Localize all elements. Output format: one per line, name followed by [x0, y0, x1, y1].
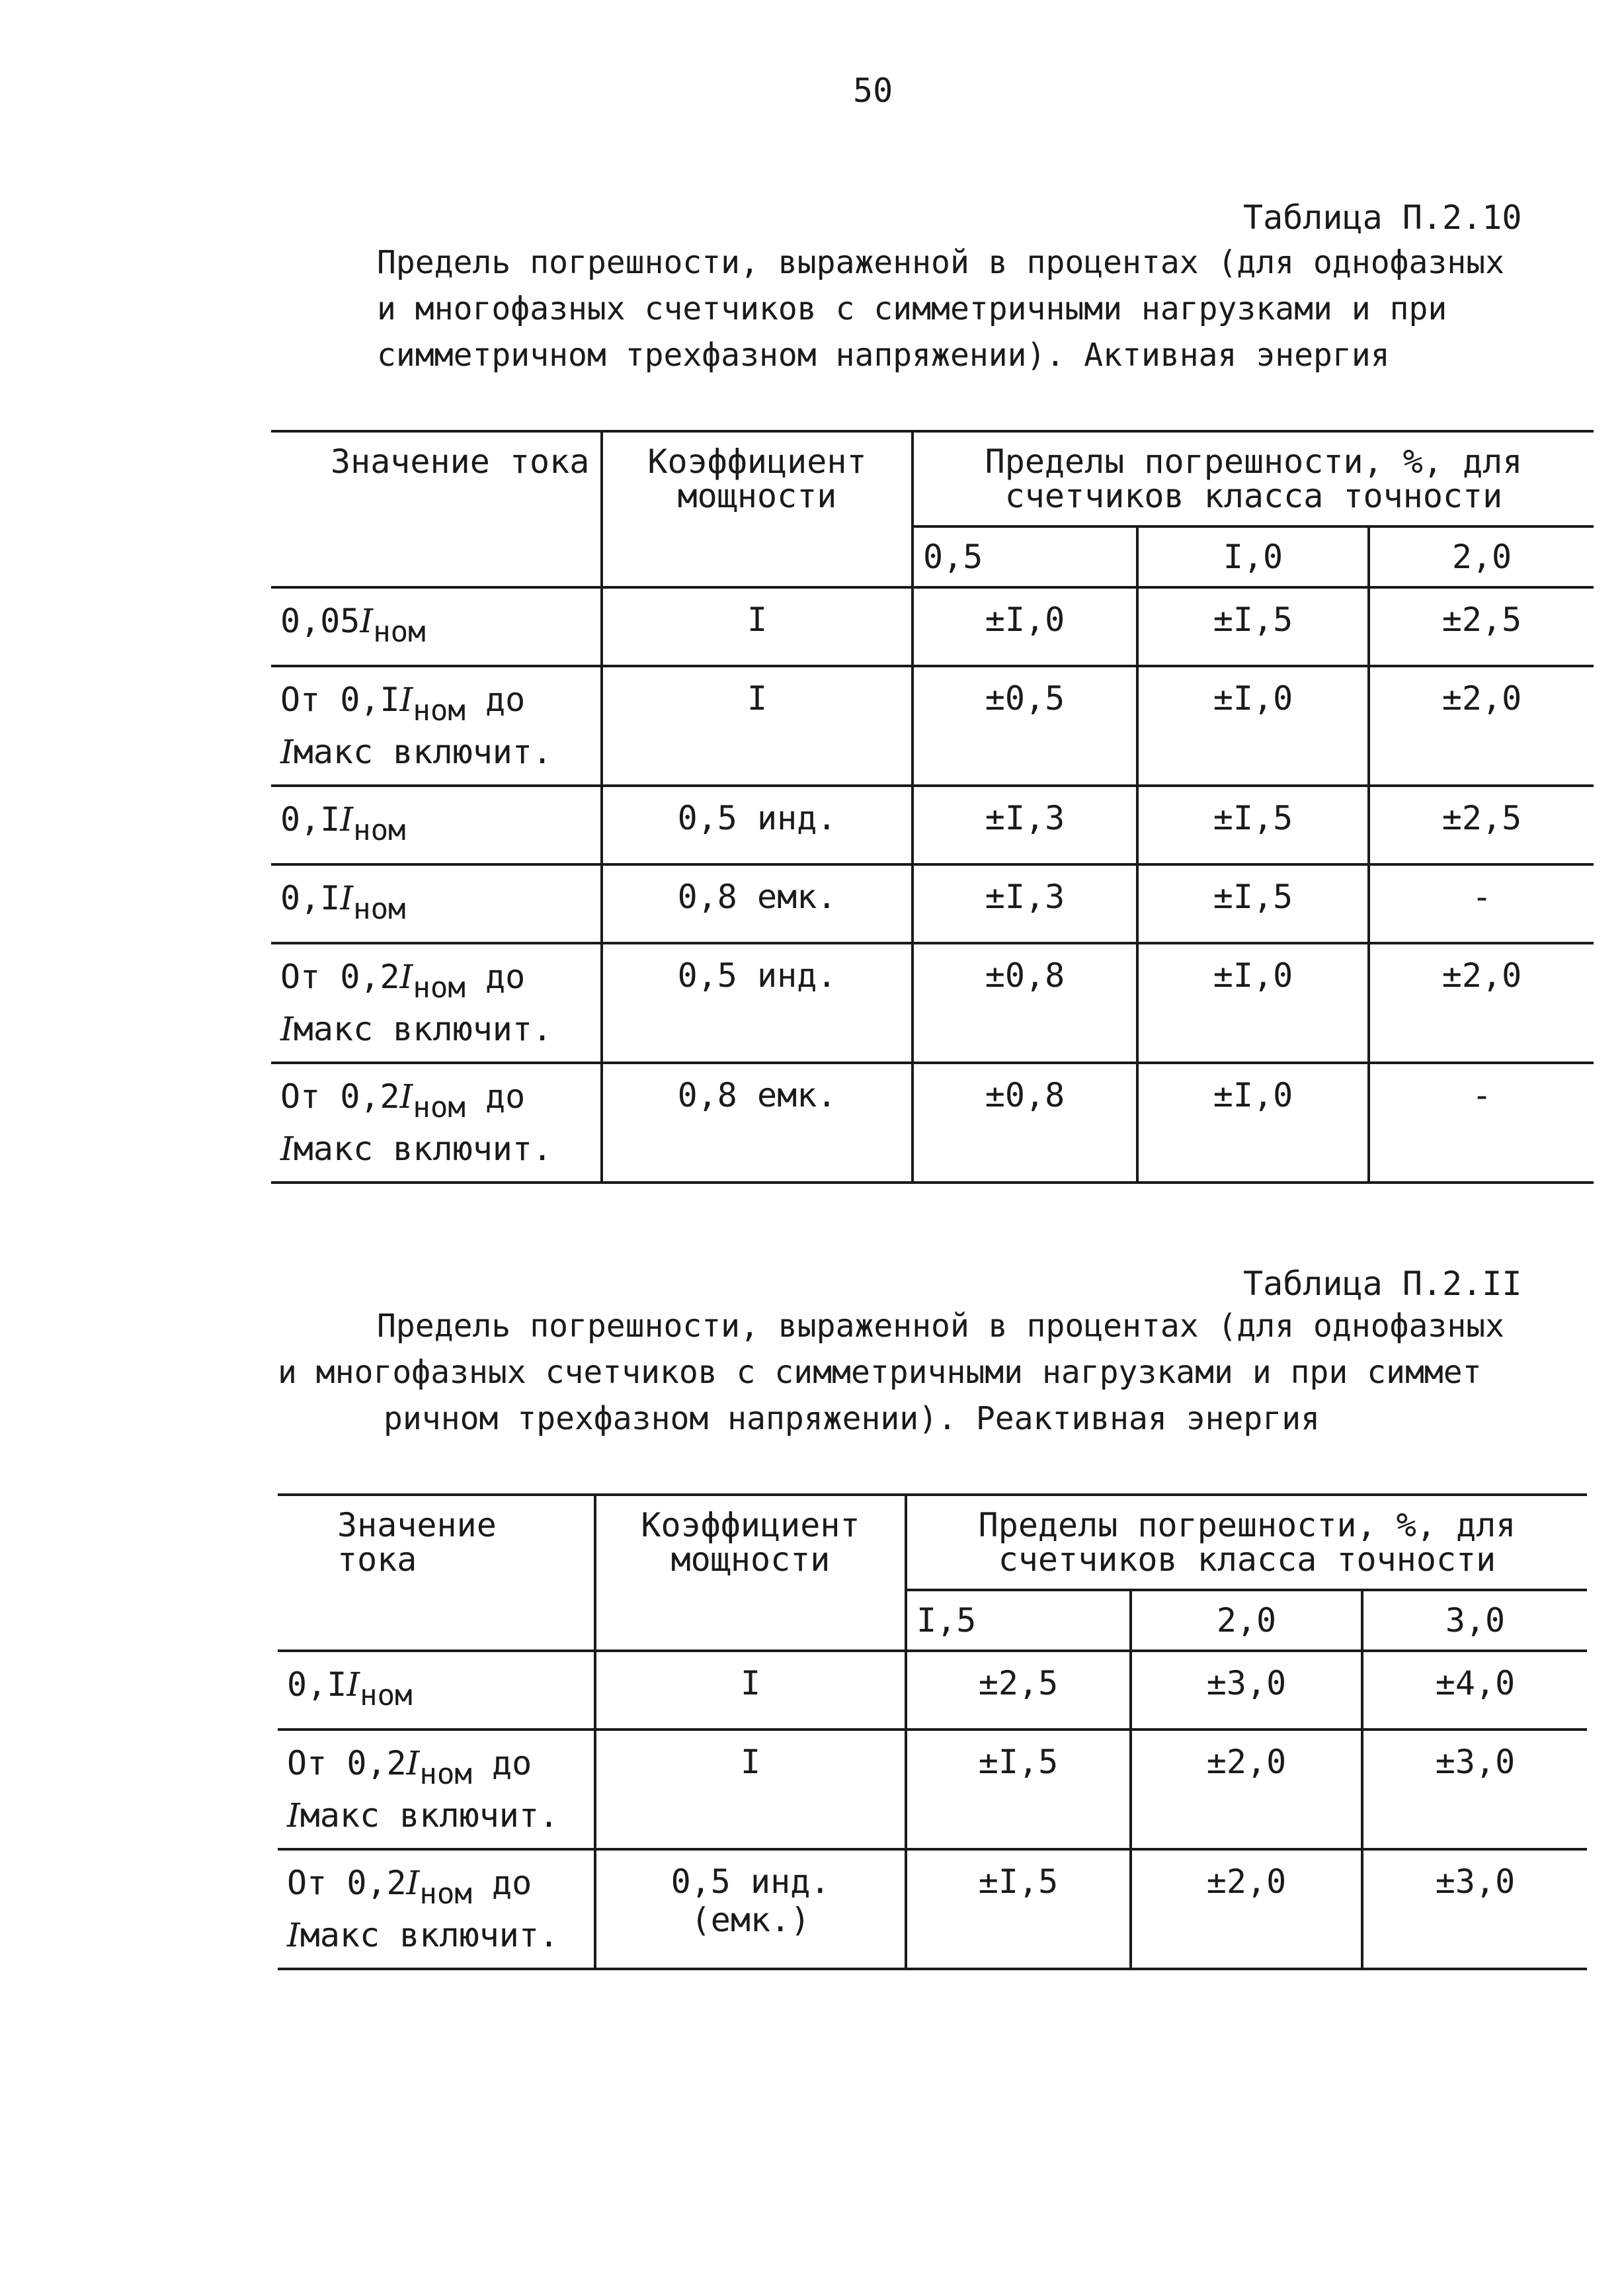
limit-cell: ±2,0	[1369, 666, 1594, 786]
limit-cell: ±0,8	[913, 943, 1137, 1063]
header-class: 0,5	[913, 526, 1137, 587]
current-cell	[278, 1730, 595, 1849]
header-limits: Пределы погрешности, %, для счетчиков класса точности	[906, 1495, 1587, 1590]
power-factor-cell: I	[602, 587, 913, 666]
limit-cell: ±2,5	[906, 1651, 1131, 1730]
header-class: I,5	[906, 1590, 1131, 1651]
current-line	[280, 601, 591, 653]
current-symbol: I	[406, 1744, 420, 1782]
header-class: 2,0	[1369, 526, 1594, 587]
current-symbol: I	[287, 1796, 300, 1835]
table1-title-line: Предель погрешности, выраженной в процентах (для однофазных	[377, 244, 1505, 281]
header-current: Значение тока	[278, 1495, 595, 1651]
current-line	[287, 1915, 585, 1956]
limit-cell: ±2,5	[1369, 587, 1594, 666]
limit-cell: ±2,5	[1369, 786, 1594, 864]
current-line	[280, 1076, 591, 1128]
table2-title-line: ричном трехфазном напряжении). Реактивная энергия	[384, 1400, 1320, 1437]
limit-cell: ±0,5	[913, 666, 1137, 786]
limit-cell: ±I,3	[913, 786, 1137, 864]
header-current: Значение тока	[271, 431, 602, 587]
table-row	[271, 864, 1594, 943]
current-line	[280, 1009, 591, 1050]
current-symbol: I	[340, 879, 354, 917]
current-line	[287, 1862, 585, 1915]
current-prefix: От	[280, 1077, 341, 1116]
current-line	[280, 956, 591, 1009]
limit-cell: ±I,5	[1137, 587, 1369, 666]
current-line	[280, 679, 591, 731]
power-factor-cell: 0,5 инд. (емк.)	[595, 1849, 906, 1969]
current-value: 0,I	[340, 681, 400, 719]
table1-title-line: симметричном трехфазном напряжении). Активная энергия	[377, 337, 1390, 374]
current-value: 0,I	[280, 879, 341, 917]
current-symbol: I	[399, 1077, 413, 1116]
current-line	[287, 1743, 585, 1795]
current-value: 0,2	[346, 1744, 407, 1782]
table-row	[271, 666, 1594, 786]
limit-cell: -	[1369, 1063, 1594, 1183]
limit-cell: ±I,0	[1137, 943, 1369, 1063]
limit-cell: ±I,0	[913, 587, 1137, 666]
table-row	[271, 1063, 1594, 1183]
current-line	[280, 1128, 591, 1169]
table1-caption: Таблица П.2.10	[1243, 198, 1522, 237]
current-max: макс включит.	[293, 1130, 553, 1168]
current-subscript: ном	[419, 1757, 472, 1791]
table2-title	[278, 1303, 1504, 1442]
current-subscript: ном	[353, 814, 406, 847]
power-factor-cell: I	[595, 1730, 906, 1849]
current-prefix: От	[287, 1744, 347, 1782]
current-symbol: I	[346, 1665, 360, 1704]
current-line	[280, 799, 591, 851]
table2	[278, 1493, 1587, 1970]
page-number: 50	[853, 71, 893, 110]
current-subscript: ном	[353, 892, 406, 926]
limit-cell: ±I,5	[906, 1849, 1131, 1969]
table1-title-line: и многофазных счетчиков с симметричными нагрузками и при	[377, 290, 1447, 327]
limit-cell: ±3,0	[1131, 1651, 1362, 1730]
limit-cell: ±I,5	[906, 1730, 1131, 1849]
limit-cell: ±4,0	[1362, 1651, 1587, 1730]
power-factor-cell: 0,5 инд.	[602, 943, 913, 1063]
header-class: I,0	[1137, 526, 1369, 587]
current-symbol: I	[340, 800, 354, 839]
current-subscript: ном	[419, 1877, 472, 1911]
current-subscript: ном	[360, 1679, 413, 1712]
current-prefix: От	[280, 681, 341, 719]
current-subscript: ном	[373, 615, 426, 649]
limit-cell: ±3,0	[1362, 1849, 1587, 1969]
current-cell	[271, 864, 602, 943]
current-symbol: I	[399, 681, 413, 719]
limit-cell: ±I,5	[1137, 864, 1369, 943]
power-factor-cell: 0,5 инд.	[602, 786, 913, 864]
header-class: 3,0	[1362, 1590, 1587, 1651]
current-tail: до	[465, 1077, 526, 1116]
current-value: 0,I	[280, 800, 341, 839]
limit-cell: ±2,0	[1369, 943, 1594, 1063]
table1	[271, 430, 1594, 1184]
table-row	[271, 943, 1594, 1063]
current-symbol: I	[406, 1864, 420, 1902]
table2-caption: Таблица П.2.II	[1243, 1265, 1522, 1303]
current-tail: до	[465, 681, 526, 719]
current-cell	[271, 1063, 602, 1183]
current-symbol: I	[280, 1010, 294, 1048]
table2-title-line: и многофазных счетчиков с симметричными нагрузками и при симмет	[278, 1354, 1482, 1391]
limit-cell: ±I,5	[1137, 786, 1369, 864]
current-symbol: I	[360, 602, 374, 640]
current-cell	[271, 943, 602, 1063]
table-row	[278, 1849, 1587, 1969]
current-max: макс включит.	[300, 1916, 559, 1954]
header-power-factor: Коэффициент мощности	[595, 1495, 906, 1651]
current-line	[287, 1795, 585, 1836]
limit-cell: ±3,0	[1362, 1730, 1587, 1849]
limit-cell: ±I,0	[1137, 1063, 1369, 1183]
table1-title	[377, 239, 1504, 378]
limit-cell: ±0,8	[913, 1063, 1137, 1183]
current-subscript: ном	[413, 694, 466, 728]
current-max: макс включит.	[293, 1010, 553, 1048]
current-line	[280, 878, 591, 930]
current-subscript: ном	[413, 1091, 466, 1124]
current-line	[280, 731, 591, 772]
current-cell	[271, 786, 602, 864]
current-symbol: I	[280, 733, 294, 771]
current-symbol: I	[287, 1916, 300, 1954]
current-prefix: От	[287, 1864, 347, 1902]
current-max: макс включит.	[300, 1796, 559, 1835]
table-row	[278, 1651, 1587, 1730]
current-value: 0,I	[287, 1665, 347, 1704]
current-cell	[278, 1651, 595, 1730]
power-factor-cell: I	[595, 1651, 906, 1730]
current-value: 0,2	[340, 958, 400, 996]
table-row	[278, 1730, 1587, 1849]
current-tail: до	[471, 1744, 532, 1782]
table-row	[271, 786, 1594, 864]
table-row	[271, 587, 1594, 666]
limit-cell: ±2,0	[1131, 1730, 1362, 1849]
current-tail: до	[465, 958, 526, 996]
current-prefix: От	[280, 958, 341, 996]
power-factor-cell: 0,8 емк.	[602, 864, 913, 943]
current-tail: до	[471, 1864, 532, 1902]
table2-title-line: Предель погрешности, выраженной в процентах (для однофазных	[377, 1308, 1505, 1345]
limit-cell: ±I,0	[1137, 666, 1369, 786]
limit-cell: ±2,0	[1131, 1849, 1362, 1969]
current-subscript: ном	[413, 971, 466, 1005]
current-max: макс включит.	[293, 733, 553, 771]
current-value: 0,2	[346, 1864, 407, 1902]
header-class: 2,0	[1131, 1590, 1362, 1651]
header-power-factor: Коэффициент мощности	[602, 431, 913, 587]
current-line	[287, 1664, 585, 1716]
current-value: 0,2	[340, 1077, 400, 1116]
current-cell	[278, 1849, 595, 1969]
current-symbol: I	[399, 958, 413, 996]
current-value: 0,05	[280, 602, 360, 640]
current-cell	[271, 666, 602, 786]
current-symbol: I	[280, 1130, 294, 1168]
limit-cell: -	[1369, 864, 1594, 943]
limit-cell: ±I,3	[913, 864, 1137, 943]
header-limits: Пределы погрешности, %, для счетчиков класса точности	[913, 431, 1594, 526]
power-factor-cell: I	[602, 666, 913, 786]
power-factor-cell: 0,8 емк.	[602, 1063, 913, 1183]
current-cell	[271, 587, 602, 666]
